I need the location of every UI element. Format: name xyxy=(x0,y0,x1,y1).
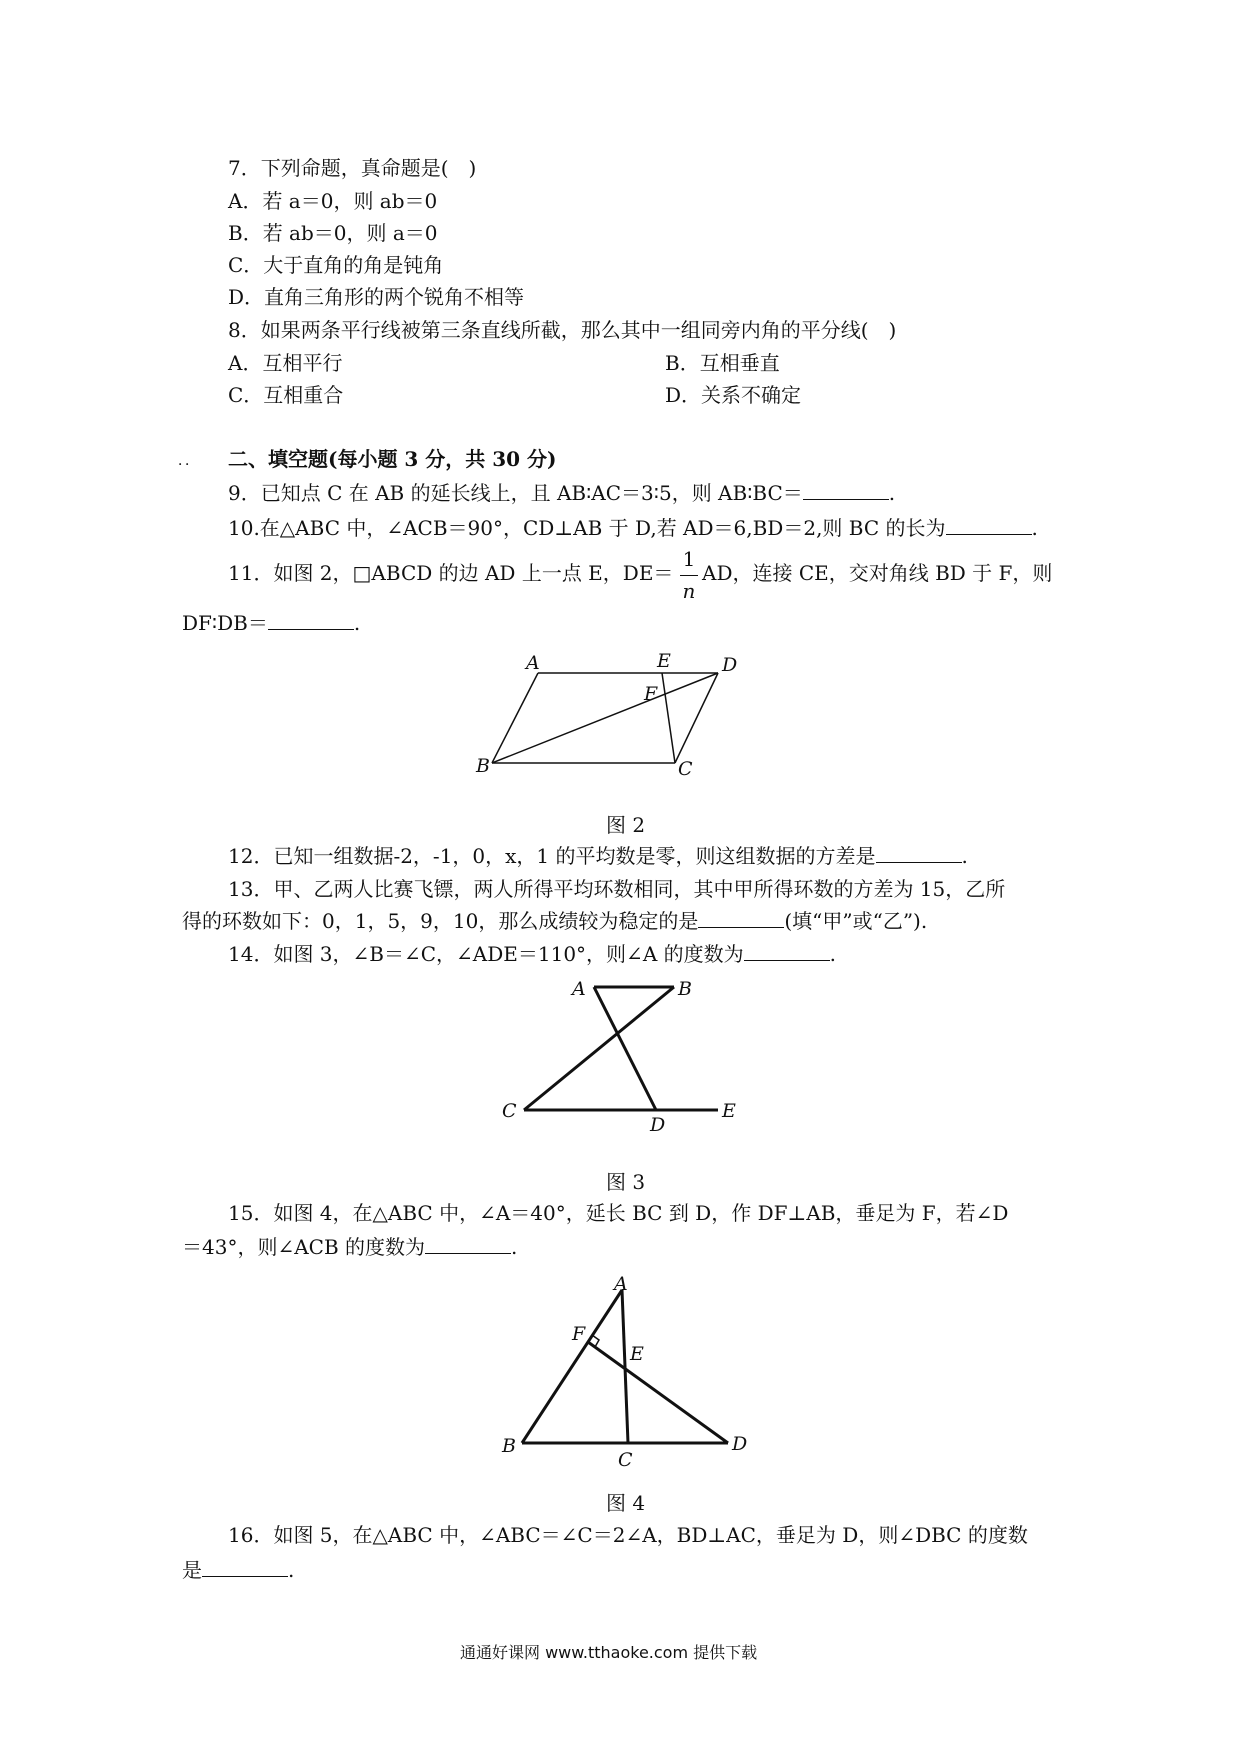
q16-end: . xyxy=(288,1558,295,1582)
fig4-caption: 图 4 xyxy=(606,1491,646,1515)
q10 xyxy=(228,515,1038,541)
q8-option-c: C．互相重合 xyxy=(228,383,344,407)
fig3-label-e: E xyxy=(722,1100,736,1122)
q10-text: 10.在△ABC 中，∠ACB＝90°，CD⊥AB 于 D,若 AD＝6,BD＝2,则 BC 的长为 xyxy=(228,516,946,540)
q7-stem: 7．下列命题，真命题是( ) xyxy=(228,156,477,180)
fig2-label-c: C xyxy=(678,758,693,780)
figure-4 xyxy=(500,1273,760,1471)
q9-text: 9．已知点 C 在 AB 的延长线上，且 AB∶AC＝3∶5，则 AB∶BC＝ xyxy=(228,481,803,505)
fig2-label-e: E xyxy=(657,650,671,672)
q7-option-c: C．大于直角的角是钝角 xyxy=(228,253,444,277)
fig2-label-b: B xyxy=(476,755,490,777)
q7-option-d: D．直角三角形的两个锐角不相等 xyxy=(228,285,525,309)
fig4-label-d: D xyxy=(732,1433,748,1455)
fig3-segment-bc xyxy=(524,987,674,1110)
q15-line2-text: ＝43°，则∠ACB 的度数为 xyxy=(182,1235,426,1259)
q15-answer-blank xyxy=(425,1235,511,1254)
fig3-segment-ad xyxy=(594,987,656,1110)
q16-line2-text: 是 xyxy=(182,1558,202,1582)
q12-answer-blank xyxy=(876,844,962,863)
q13-answer-blank xyxy=(698,909,784,928)
q13-end: (填“甲”或“乙”). xyxy=(784,909,928,933)
q11-frac-num: 1 xyxy=(682,547,696,571)
fig3-label-b: B xyxy=(678,978,692,1000)
q16-answer-blank xyxy=(202,1558,288,1577)
q7-option-a: A．若 a＝0，则 ab＝0 xyxy=(228,189,438,213)
section-heading: 二、填空题(每小题 3 分，共 30 分) xyxy=(228,447,557,471)
q8-option-d: D．关系不确定 xyxy=(665,383,802,407)
q15-line2 xyxy=(182,1234,517,1260)
q11-line2-text: DF∶DB＝ xyxy=(182,611,268,635)
q15-end: . xyxy=(511,1235,518,1259)
q14-text: 14．如图 3，∠B＝∠C，∠ADE＝110°，则∠A 的度数为 xyxy=(228,942,744,966)
q13-line1: 13．甲、乙两人比赛飞镖，两人所得平均环数相同，其中甲所得环数的方差为 15，乙所 xyxy=(228,877,1006,901)
q10-answer-blank xyxy=(946,516,1032,535)
q11-part1: 11．如图 2，□ABCD 的边 AD 上一点 E，DE＝ xyxy=(228,561,674,585)
fig3-label-a: A xyxy=(572,978,586,1000)
q11-frac-den: n xyxy=(682,579,696,603)
fig2-label-a: A xyxy=(526,652,540,674)
q10-end: . xyxy=(1031,516,1038,540)
fig3-label-d: D xyxy=(650,1114,666,1136)
q11-end: . xyxy=(353,611,361,635)
q9-answer-blank xyxy=(803,481,889,500)
figure-2 xyxy=(470,650,770,780)
fig2-label-f: F xyxy=(644,683,658,705)
q8-option-b: B．互相垂直 xyxy=(665,351,780,375)
fig3-caption: 图 3 xyxy=(606,1170,646,1194)
fig4-label-c: C xyxy=(618,1449,633,1471)
q8-stem: 8．如果两条平行线被第三条直线所截，那么其中一组同旁内角的平分线( ) xyxy=(228,318,897,342)
q8-option-a: A．互相平行 xyxy=(228,351,343,375)
q9 xyxy=(228,480,895,506)
q11-line2 xyxy=(182,610,360,636)
fig2-diagonal-bd xyxy=(492,673,718,763)
q12-text: 12．已知一组数据-2，-1，0，x，1 的平均数是零，则这组数据的方差是 xyxy=(228,844,876,868)
q14-answer-blank xyxy=(744,942,830,961)
fig4-label-e: E xyxy=(630,1343,644,1365)
fig4-segment-df xyxy=(588,1342,728,1443)
figure-3 xyxy=(490,975,750,1135)
q14-end: . xyxy=(829,942,836,966)
q16-line1: 16．如图 5，在△ABC 中，∠ABC＝∠C＝2∠A，BD⊥AC，垂足为 D，则∠DBC 的度数 xyxy=(228,1523,1028,1547)
q7-option-b: B．若 ab＝0，则 a＝0 xyxy=(228,221,438,245)
fig2-label-d: D xyxy=(722,654,738,676)
q16-line2 xyxy=(182,1557,294,1583)
q12 xyxy=(228,843,968,869)
q12-end: . xyxy=(961,844,968,868)
q9-end: . xyxy=(888,481,896,505)
fig4-segment-ab xyxy=(522,1290,622,1443)
fig2-segment-ce xyxy=(662,673,675,763)
fig2-edge-cd xyxy=(675,673,718,763)
q11-frac-bar xyxy=(680,575,698,576)
q14 xyxy=(228,941,836,967)
fig4-label-b: B xyxy=(502,1435,516,1457)
fig3-label-c: C xyxy=(502,1100,517,1122)
fig4-label-f: F xyxy=(572,1323,586,1345)
q13-line2 xyxy=(182,908,927,934)
q15-line1: 15．如图 4，在△ABC 中，∠A＝40°，延长 BC 到 D，作 DF⊥AB，垂足为 F，若∠D xyxy=(228,1201,1009,1225)
fig2-caption: 图 2 xyxy=(606,813,646,837)
fig2-edge-ab xyxy=(492,673,538,763)
q11-answer-blank xyxy=(268,611,354,630)
section-mark: ．． xyxy=(178,453,199,469)
q13-line2-text: 得的环数如下：0，1，5，9，10，那么成绩较为稳定的是 xyxy=(182,909,699,933)
fig4-label-a: A xyxy=(614,1273,628,1295)
q11-part2: AD，连接 CE，交对角线 BD 于 F，则 xyxy=(702,561,1053,585)
page-footer: 通通好课网 www.tthaoke.com 提供下载 xyxy=(460,1643,758,1662)
q11-fraction xyxy=(680,547,698,603)
